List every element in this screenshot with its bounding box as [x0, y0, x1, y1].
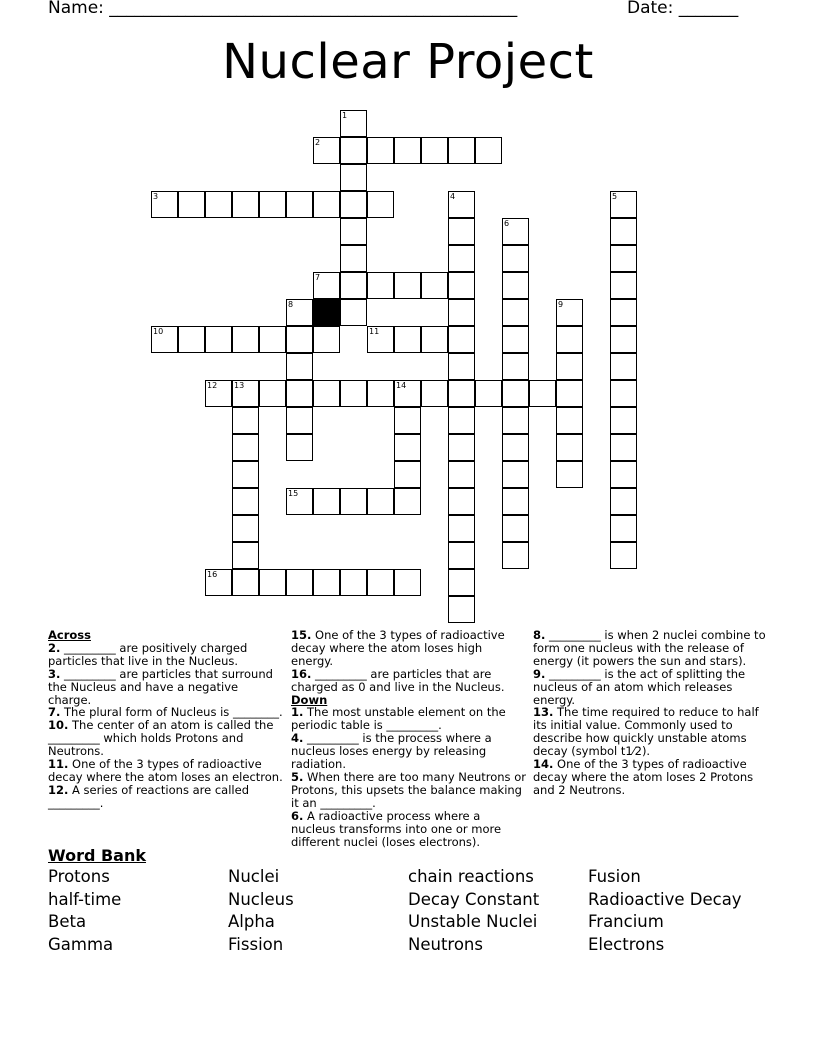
word-bank-item: Decay Constant — [408, 890, 540, 909]
clue-number: 14. — [533, 757, 554, 772]
clue-item — [48, 719, 284, 758]
clue-item — [291, 629, 527, 668]
clue-number: 8. — [533, 628, 546, 642]
crossword-cell[interactable] — [259, 380, 286, 407]
crossword-cell[interactable] — [529, 380, 556, 407]
crossword-cell[interactable] — [448, 488, 475, 515]
clue-number-label: 8 — [288, 300, 294, 309]
crossword-cell[interactable] — [286, 407, 313, 434]
across-heading: Across — [48, 628, 91, 642]
crossword-cell[interactable] — [286, 353, 313, 380]
crossword-cell[interactable] — [178, 326, 205, 353]
clue-number: 12. — [48, 782, 69, 797]
crossword-cell[interactable] — [232, 191, 259, 218]
crossword-cell[interactable] — [610, 218, 637, 245]
crossword-cell[interactable] — [394, 272, 421, 299]
crossword-cell[interactable] — [340, 164, 367, 191]
clue-text: One of the 3 types of radioactive decay where the atom loses 2 Protons and 2 Neutrons. — [533, 757, 754, 797]
down-clue-list — [291, 706, 527, 848]
clue-number-label: 13 — [234, 381, 245, 390]
crossword-cell[interactable] — [448, 542, 475, 569]
clue-number: 2. — [48, 640, 61, 655]
crossword-cell[interactable] — [502, 488, 529, 515]
crossword-cell[interactable] — [448, 596, 475, 623]
word-bank-item: Beta — [48, 912, 87, 931]
clue-number-label: 14 — [396, 381, 407, 390]
clue-number-label: 9 — [558, 300, 564, 309]
crossword-cell[interactable] — [232, 542, 259, 569]
crossword-cell[interactable] — [232, 326, 259, 353]
crossword-cell[interactable] — [448, 218, 475, 245]
crossword-cell[interactable] — [502, 434, 529, 461]
clue-text: A radioactive process where a nucleus transforms into one or more different nuclei (loses electrons). — [291, 808, 502, 849]
clue-number: 6. — [291, 808, 304, 823]
crossword-cell[interactable] — [556, 353, 583, 380]
crossword-cell[interactable] — [448, 515, 475, 542]
crossword-cell[interactable] — [394, 461, 421, 488]
crossword-cell[interactable] — [502, 380, 529, 407]
crossword-cell[interactable] — [232, 569, 259, 596]
crossword-cell[interactable] — [502, 542, 529, 569]
clue-text: _________ is the act of splitting the nucleus of an atom which releases energy. — [533, 666, 746, 707]
crossword-cell[interactable] — [286, 434, 313, 461]
crossword-cell[interactable] — [421, 326, 448, 353]
crossword-cell[interactable] — [286, 191, 313, 218]
crossword-cell[interactable] — [502, 353, 529, 380]
crossword-cell[interactable] — [178, 191, 205, 218]
down-clue-list-continued — [533, 629, 769, 797]
crossword-cell[interactable] — [421, 137, 448, 164]
crossword-cell[interactable] — [502, 245, 529, 272]
clue-number: 3. — [48, 666, 61, 681]
clue-item — [533, 758, 769, 797]
clue-text: The most unstable element on the periodic table is _________. — [291, 705, 506, 733]
word-bank-item: Fusion — [588, 867, 641, 886]
crossword-cell[interactable] — [448, 461, 475, 488]
clue-text: One of the 3 types of radioactive decay where the atom loses high energy. — [291, 628, 505, 668]
clue-item — [533, 706, 769, 758]
clue-text: When there are too many Neutrons or Protons, this upsets the balance making it an _________. — [291, 769, 526, 810]
crossword-cell[interactable] — [610, 461, 637, 488]
clue-text: The time required to reduce to half its initial value. Commonly used to describe how quickly unstable atoms decay (symbol t1⁄2). — [533, 705, 759, 759]
clue-number: 11. — [48, 757, 69, 772]
crossword-cell[interactable] — [448, 380, 475, 407]
clue-item — [48, 668, 284, 707]
clue-text: _________ are particles that surround the Nucleus and have a negative charge. — [48, 666, 273, 707]
crossword-cell[interactable] — [610, 407, 637, 434]
crossword-cell[interactable] — [610, 353, 637, 380]
clue-number-label: 5 — [612, 192, 618, 201]
clue-number-label: 7 — [315, 273, 321, 282]
clue-number: 9. — [533, 666, 546, 681]
crossword-cell[interactable] — [448, 407, 475, 434]
clue-item — [48, 784, 284, 810]
word-bank-item: Fission — [228, 935, 284, 954]
clue-number-label: 15 — [288, 489, 299, 498]
crossword-cell[interactable] — [205, 191, 232, 218]
clue-number-label: 6 — [504, 219, 510, 228]
crossword-cell[interactable] — [367, 488, 394, 515]
clue-text: _________ are particles that are charged as 0 and live in the Nucleus. — [291, 666, 505, 694]
crossword-cell[interactable] — [448, 434, 475, 461]
word-bank-item: Unstable Nuclei — [408, 912, 538, 931]
clue-text: The center of an atom is called the _________ which holds Protons and Neutrons. — [48, 718, 274, 759]
crossword-cell[interactable] — [367, 380, 394, 407]
crossword-cell[interactable] — [340, 380, 367, 407]
crossword-cell[interactable] — [448, 245, 475, 272]
word-bank-item: Protons — [48, 867, 110, 886]
crossword-cell[interactable] — [610, 515, 637, 542]
clue-number-label: 12 — [207, 381, 218, 390]
crossword-cell[interactable] — [259, 326, 286, 353]
crossword-cell[interactable] — [502, 326, 529, 353]
crossword-cell[interactable] — [367, 272, 394, 299]
clue-number-label: 16 — [207, 570, 218, 579]
crossword-cell[interactable] — [232, 461, 259, 488]
clue-text: _________ are positively charged particles that live in the Nucleus. — [48, 640, 248, 668]
clue-number: 10. — [48, 718, 69, 733]
clue-number: 15. — [291, 628, 312, 642]
page-title: Nuclear Project — [222, 34, 594, 90]
clue-text: _________ is when 2 nuclei combine to form one nucleus with the release of energy (it powers the sun and stars). — [533, 628, 766, 668]
crossword-cell[interactable] — [340, 137, 367, 164]
crossword-cell[interactable] — [421, 380, 448, 407]
crossword-cell[interactable] — [367, 137, 394, 164]
crossword-cell[interactable] — [556, 461, 583, 488]
clue-number-label: 10 — [153, 327, 164, 336]
crossword-cell[interactable] — [313, 326, 340, 353]
crossword-cell[interactable] — [475, 137, 502, 164]
crossword-cell[interactable] — [610, 488, 637, 515]
name-field-label: Name: ________________________________________________ — [48, 0, 518, 18]
clue-text: A series of reactions are called _________. — [48, 782, 249, 810]
crossword-cell[interactable] — [502, 299, 529, 326]
crossword-cell[interactable] — [448, 326, 475, 353]
clue-item — [291, 810, 527, 849]
clue-number-label: 2 — [315, 138, 321, 147]
clue-item — [533, 668, 769, 707]
crossword-cell[interactable] — [340, 218, 367, 245]
crossword-cell[interactable] — [610, 326, 637, 353]
crossword-cell[interactable] — [232, 407, 259, 434]
crossword-cell[interactable] — [610, 434, 637, 461]
crossword-cell[interactable] — [367, 191, 394, 218]
crossword-cell[interactable] — [394, 326, 421, 353]
crossword-cell[interactable] — [313, 191, 340, 218]
crossword-cell[interactable] — [448, 353, 475, 380]
crossword-cell[interactable] — [340, 191, 367, 218]
clue-text: _________ is the process where a nucleus loses energy by releasing radiation. — [291, 731, 492, 772]
crossword-cell[interactable] — [610, 245, 637, 272]
clue-text: The plural form of Nucleus is ________. — [60, 705, 283, 720]
crossword-cell[interactable] — [367, 569, 394, 596]
clue-number-label: 1 — [342, 111, 348, 120]
crossword-cell[interactable] — [610, 299, 637, 326]
clue-item — [291, 706, 527, 732]
crossword-cell[interactable] — [610, 272, 637, 299]
crossword-cell[interactable] — [610, 380, 637, 407]
crossword-cell[interactable] — [556, 380, 583, 407]
crossword-cell[interactable] — [502, 461, 529, 488]
crossword-cell[interactable] — [502, 272, 529, 299]
crossword-cell[interactable] — [556, 407, 583, 434]
word-bank-item: Radioactive Decay — [588, 890, 742, 909]
clue-number-label: 3 — [153, 192, 159, 201]
crossword-cell[interactable] — [394, 569, 421, 596]
crossword-cell[interactable] — [340, 488, 367, 515]
crossword-cell[interactable] — [448, 569, 475, 596]
across-clue-list-continued — [291, 629, 527, 694]
crossword-cell[interactable] — [313, 569, 340, 596]
crossword-cell[interactable] — [259, 569, 286, 596]
crossword-cell[interactable] — [286, 326, 313, 353]
word-bank-item: Neutrons — [408, 935, 483, 954]
crossword-cell[interactable] — [502, 407, 529, 434]
crossword-cell[interactable] — [421, 272, 448, 299]
crossword-cell[interactable] — [556, 326, 583, 353]
crossword-cell[interactable] — [394, 137, 421, 164]
word-bank-item: Gamma — [48, 935, 114, 954]
across-clue-list — [48, 642, 284, 810]
word-bank-item: Alpha — [228, 912, 275, 931]
crossword-cell[interactable] — [394, 434, 421, 461]
crossword-cell[interactable] — [394, 407, 421, 434]
crossword-cell[interactable] — [556, 434, 583, 461]
clue-number: 5. — [291, 769, 304, 784]
clues-column-1 — [48, 629, 284, 810]
clue-item — [48, 758, 284, 784]
crossword-cell[interactable] — [610, 542, 637, 569]
crossword-cell[interactable] — [313, 380, 340, 407]
crossword-cell[interactable] — [286, 380, 313, 407]
word-bank-item: Francium — [588, 912, 664, 931]
clue-item — [291, 732, 527, 771]
crossword-cell[interactable] — [232, 515, 259, 542]
crossword-cell[interactable] — [259, 191, 286, 218]
clue-number: 7. — [48, 705, 61, 720]
clue-item — [291, 771, 527, 810]
clue-text: One of the 3 types of radioactive decay where the atom loses an electron. — [48, 757, 283, 784]
crossword-cell[interactable] — [340, 569, 367, 596]
word-bank-title: Word Bank — [48, 846, 147, 865]
clue-number: 16. — [291, 666, 312, 681]
crossword-cell[interactable] — [340, 245, 367, 272]
clue-number: 4. — [291, 731, 304, 746]
clue-item — [533, 629, 769, 668]
crossword-cell[interactable] — [232, 488, 259, 515]
crossword-cell[interactable] — [448, 299, 475, 326]
word-bank-item: half-time — [48, 890, 122, 909]
clues-column-2 — [291, 629, 527, 848]
word-bank-item: Electrons — [588, 935, 665, 954]
crossword-cell[interactable] — [448, 272, 475, 299]
clue-item — [291, 668, 527, 694]
crossword-cell[interactable] — [475, 380, 502, 407]
crossword-cell[interactable] — [313, 488, 340, 515]
word-bank-item: Nuclei — [228, 867, 280, 886]
date-field-label: Date: _______ — [627, 0, 739, 18]
crossword-cell[interactable] — [340, 272, 367, 299]
clue-number: 13. — [533, 705, 554, 720]
clue-item — [48, 642, 284, 668]
crossword-cell[interactable] — [205, 326, 232, 353]
clue-number-label: 4 — [450, 192, 456, 201]
crossword-cell[interactable] — [448, 137, 475, 164]
clue-number: 1. — [291, 705, 304, 720]
word-bank-item: chain reactions — [408, 867, 534, 886]
clue-number-label: 11 — [369, 327, 380, 336]
crossword-black-cell — [313, 299, 340, 326]
crossword-cell[interactable] — [502, 515, 529, 542]
crossword-cell[interactable] — [232, 434, 259, 461]
crossword-cell[interactable] — [286, 569, 313, 596]
crossword-cell[interactable] — [394, 488, 421, 515]
crossword-cell[interactable] — [340, 299, 367, 326]
down-heading: Down — [291, 692, 328, 707]
word-bank-item: Nucleus — [228, 890, 294, 909]
clues-column-3 — [533, 629, 769, 797]
